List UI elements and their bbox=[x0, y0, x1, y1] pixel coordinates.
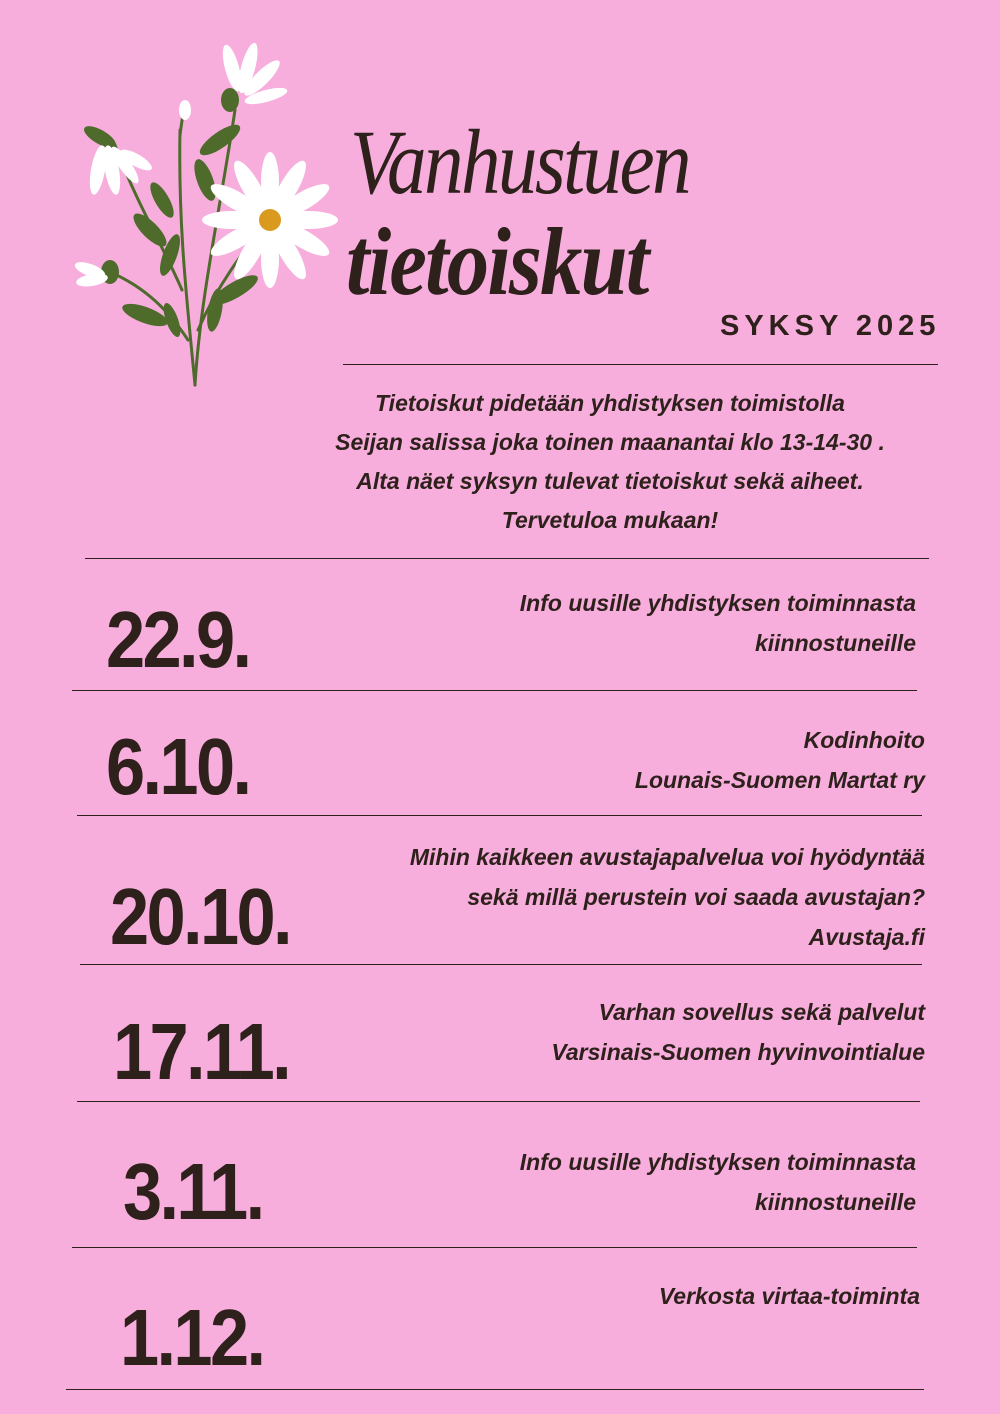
title-line-1: Vanhustuen bbox=[350, 111, 690, 213]
event-topic-line: Kodinhoito bbox=[803, 727, 925, 753]
event-topic-line: Varsinais-Suomen hyvinvointialue bbox=[551, 1039, 925, 1065]
event-topic bbox=[285, 992, 925, 1072]
divider-header bbox=[343, 364, 938, 365]
event-date: 3.11. bbox=[123, 1147, 263, 1236]
event-topic bbox=[285, 720, 925, 800]
divider-event bbox=[66, 1389, 924, 1390]
event-date: 1.12. bbox=[120, 1293, 264, 1382]
divider-event bbox=[72, 1247, 917, 1248]
event-topic-line: Varhan sovellus sekä palvelut bbox=[598, 999, 925, 1025]
intro-line: Tervetuloa mukaan! bbox=[501, 507, 719, 533]
event-topic-line: Avustaja.fi bbox=[808, 924, 925, 950]
event-topic-line: kiinnostuneille bbox=[754, 630, 916, 656]
event-topic-line: sekä millä perustein voi saada avustajan? bbox=[467, 884, 925, 910]
title-line-2: tietoiskut bbox=[346, 208, 648, 315]
event-date: 22.9. bbox=[106, 595, 250, 684]
season-label: SYKSY 2025 bbox=[720, 310, 941, 342]
divider-event bbox=[77, 815, 922, 816]
event-topic bbox=[285, 837, 925, 957]
event-date: 17.11. bbox=[113, 1007, 290, 1096]
divider-event bbox=[77, 1101, 920, 1102]
event-date: 20.10. bbox=[110, 872, 290, 961]
intro-line: Seijan salissa joka toinen maanantai klo 13-14-30 . bbox=[335, 429, 885, 455]
intro-line: Tietoiskut pidetään yhdistyksen toimistolla bbox=[375, 390, 845, 416]
event-date: 6.10. bbox=[106, 722, 250, 811]
event-topic bbox=[276, 1142, 916, 1222]
event-topic-line: Verkosta virtaa-toiminta bbox=[658, 1283, 920, 1309]
event-topic-line: Info uusille yhdistyksen toiminnasta bbox=[519, 590, 916, 616]
event-topic-line: kiinnostuneille bbox=[754, 1189, 916, 1215]
event-topic bbox=[276, 583, 916, 663]
event-topic bbox=[280, 1276, 920, 1316]
daisy-flowers-illustration bbox=[70, 40, 340, 390]
divider-event bbox=[72, 690, 917, 691]
event-topic-line: Mihin kaikkeen avustajapalvelua voi hyödyntää bbox=[409, 844, 925, 870]
intro-line: Alta näet syksyn tulevat tietoiskut sekä aiheet. bbox=[356, 468, 864, 494]
event-topic-line: Info uusille yhdistyksen toiminnasta bbox=[519, 1149, 916, 1175]
divider-event bbox=[80, 964, 922, 965]
intro-text bbox=[300, 384, 920, 540]
divider-intro bbox=[85, 558, 929, 559]
event-topic-line: Lounais-Suomen Martat ry bbox=[634, 767, 925, 793]
